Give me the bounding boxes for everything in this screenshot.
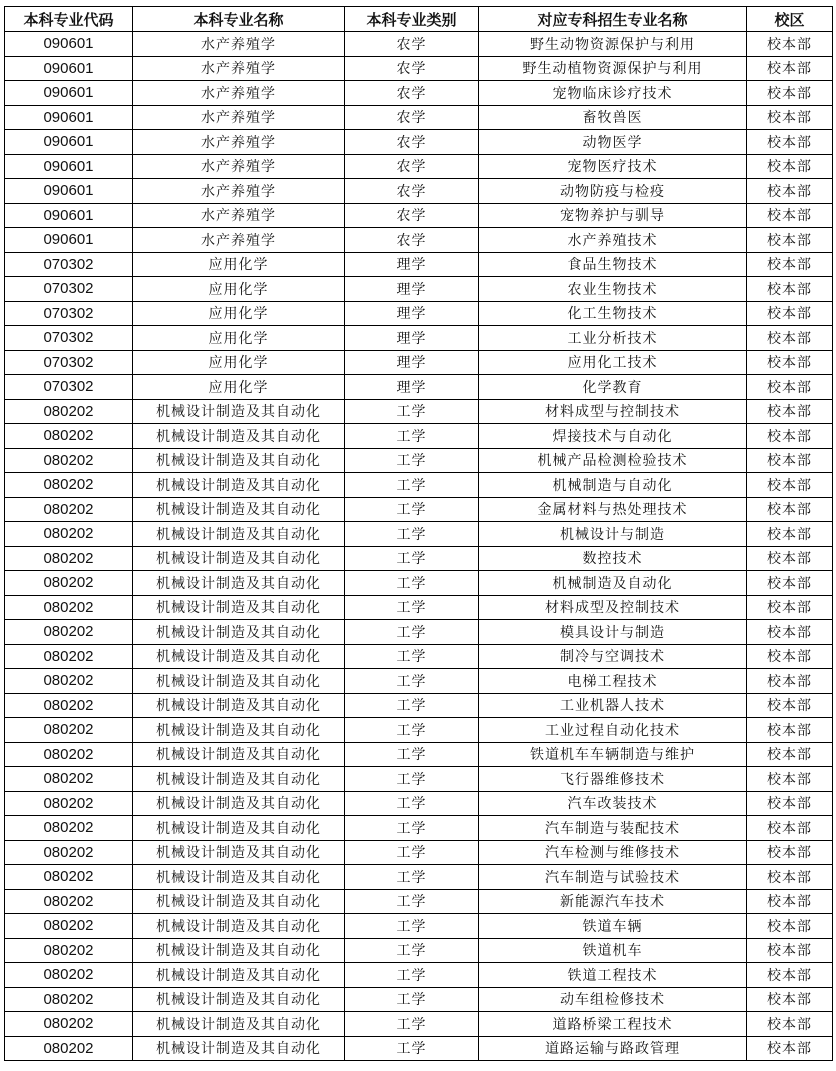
cell-major-name: 应用化学 — [133, 277, 345, 302]
cell-campus: 校本部 — [747, 693, 833, 718]
cell-category: 理学 — [345, 277, 479, 302]
table-row — [5, 865, 833, 890]
cell-campus: 校本部 — [747, 228, 833, 253]
header-undergrad-code: 本科专业代码 — [5, 7, 133, 32]
cell-major-name: 应用化学 — [133, 326, 345, 351]
cell-category: 工学 — [345, 963, 479, 988]
cell-major-name: 水产养殖学 — [133, 130, 345, 155]
cell-campus: 校本部 — [747, 375, 833, 400]
cell-junior-major: 金属材料与热处理技术 — [479, 497, 747, 522]
table-row — [5, 203, 833, 228]
cell-code: 080202 — [5, 840, 133, 865]
cell-code: 080202 — [5, 963, 133, 988]
table-row — [5, 889, 833, 914]
cell-category: 理学 — [345, 326, 479, 351]
cell-campus: 校本部 — [747, 718, 833, 743]
header-campus: 校区 — [747, 7, 833, 32]
cell-junior-major: 工业机器人技术 — [479, 693, 747, 718]
cell-category: 工学 — [345, 669, 479, 694]
cell-category: 工学 — [345, 473, 479, 498]
cell-category: 工学 — [345, 840, 479, 865]
cell-junior-major: 汽车检测与维修技术 — [479, 840, 747, 865]
header-undergrad-category: 本科专业类别 — [345, 7, 479, 32]
cell-code: 080202 — [5, 1012, 133, 1037]
cell-code: 080202 — [5, 987, 133, 1012]
table-body — [5, 32, 833, 1061]
cell-major-name: 机械设计制造及其自动化 — [133, 497, 345, 522]
cell-campus: 校本部 — [747, 56, 833, 81]
cell-major-name: 机械设计制造及其自动化 — [133, 595, 345, 620]
cell-category: 工学 — [345, 497, 479, 522]
cell-major-name: 机械设计制造及其自动化 — [133, 424, 345, 449]
cell-code: 080202 — [5, 669, 133, 694]
cell-junior-major: 制冷与空调技术 — [479, 644, 747, 669]
cell-campus: 校本部 — [747, 644, 833, 669]
cell-junior-major: 工业过程自动化技术 — [479, 718, 747, 743]
cell-major-name: 水产养殖学 — [133, 203, 345, 228]
cell-junior-major: 焊接技术与自动化 — [479, 424, 747, 449]
cell-junior-major: 铁道工程技术 — [479, 963, 747, 988]
cell-major-name: 机械设计制造及其自动化 — [133, 938, 345, 963]
table-row — [5, 56, 833, 81]
cell-category: 理学 — [345, 375, 479, 400]
cell-junior-major: 机械产品检测检验技术 — [479, 448, 747, 473]
cell-campus: 校本部 — [747, 865, 833, 890]
cell-major-name: 机械设计制造及其自动化 — [133, 816, 345, 841]
cell-code: 070302 — [5, 350, 133, 375]
table-row — [5, 32, 833, 57]
cell-category: 理学 — [345, 252, 479, 277]
cell-campus: 校本部 — [747, 424, 833, 449]
cell-category: 农学 — [345, 154, 479, 179]
cell-junior-major: 铁道车辆 — [479, 914, 747, 939]
table-row — [5, 252, 833, 277]
cell-category: 理学 — [345, 350, 479, 375]
cell-major-name: 机械设计制造及其自动化 — [133, 399, 345, 424]
cell-code: 090601 — [5, 105, 133, 130]
cell-category: 工学 — [345, 546, 479, 571]
table-row — [5, 595, 833, 620]
cell-major-name: 机械设计制造及其自动化 — [133, 987, 345, 1012]
cell-campus: 校本部 — [747, 1012, 833, 1037]
cell-code: 090601 — [5, 179, 133, 204]
cell-major-name: 机械设计制造及其自动化 — [133, 840, 345, 865]
table-row — [5, 816, 833, 841]
cell-code: 080202 — [5, 620, 133, 645]
cell-code: 090601 — [5, 32, 133, 57]
cell-campus: 校本部 — [747, 473, 833, 498]
cell-category: 工学 — [345, 987, 479, 1012]
cell-junior-major: 材料成型与控制技术 — [479, 399, 747, 424]
cell-major-name: 水产养殖学 — [133, 32, 345, 57]
cell-major-name: 机械设计制造及其自动化 — [133, 767, 345, 792]
cell-campus: 校本部 — [747, 595, 833, 620]
cell-campus: 校本部 — [747, 252, 833, 277]
cell-campus: 校本部 — [747, 301, 833, 326]
cell-category: 农学 — [345, 130, 479, 155]
table-row — [5, 1036, 833, 1061]
cell-major-name: 水产养殖学 — [133, 228, 345, 253]
table-row — [5, 301, 833, 326]
cell-campus: 校本部 — [747, 154, 833, 179]
cell-campus: 校本部 — [747, 669, 833, 694]
cell-code: 080202 — [5, 816, 133, 841]
cell-major-name: 机械设计制造及其自动化 — [133, 473, 345, 498]
cell-code: 080202 — [5, 522, 133, 547]
cell-junior-major: 汽车改装技术 — [479, 791, 747, 816]
table-row — [5, 938, 833, 963]
table-row — [5, 620, 833, 645]
cell-junior-major: 野生动物资源保护与利用 — [479, 32, 747, 57]
cell-campus: 校本部 — [747, 399, 833, 424]
table-row — [5, 669, 833, 694]
cell-category: 工学 — [345, 693, 479, 718]
cell-campus: 校本部 — [747, 81, 833, 106]
cell-campus: 校本部 — [747, 889, 833, 914]
cell-major-name: 机械设计制造及其自动化 — [133, 669, 345, 694]
cell-category: 工学 — [345, 1036, 479, 1061]
table-row — [5, 963, 833, 988]
cell-category: 工学 — [345, 571, 479, 596]
cell-category: 工学 — [345, 620, 479, 645]
header-row — [5, 7, 833, 32]
table-row — [5, 644, 833, 669]
cell-category: 工学 — [345, 889, 479, 914]
table-row — [5, 228, 833, 253]
cell-code: 080202 — [5, 742, 133, 767]
cell-category: 农学 — [345, 105, 479, 130]
cell-campus: 校本部 — [747, 277, 833, 302]
cell-major-name: 机械设计制造及其自动化 — [133, 448, 345, 473]
table-header — [5, 7, 833, 32]
cell-category: 工学 — [345, 644, 479, 669]
cell-junior-major: 电梯工程技术 — [479, 669, 747, 694]
cell-category: 工学 — [345, 399, 479, 424]
cell-campus: 校本部 — [747, 326, 833, 351]
cell-category: 工学 — [345, 767, 479, 792]
cell-code: 090601 — [5, 81, 133, 106]
cell-code: 080202 — [5, 693, 133, 718]
cell-major-name: 机械设计制造及其自动化 — [133, 1012, 345, 1037]
table-row — [5, 375, 833, 400]
table-row — [5, 742, 833, 767]
cell-junior-major: 汽车制造与装配技术 — [479, 816, 747, 841]
cell-category: 农学 — [345, 56, 479, 81]
cell-junior-major: 野生动植物资源保护与利用 — [479, 56, 747, 81]
table-row — [5, 522, 833, 547]
table-row — [5, 791, 833, 816]
cell-major-name: 水产养殖学 — [133, 56, 345, 81]
table-row — [5, 399, 833, 424]
cell-junior-major: 应用化工技术 — [479, 350, 747, 375]
cell-major-name: 水产养殖学 — [133, 179, 345, 204]
cell-code: 080202 — [5, 448, 133, 473]
cell-category: 工学 — [345, 448, 479, 473]
cell-campus: 校本部 — [747, 546, 833, 571]
cell-category: 工学 — [345, 742, 479, 767]
cell-category: 农学 — [345, 203, 479, 228]
cell-code: 080202 — [5, 938, 133, 963]
cell-code: 070302 — [5, 252, 133, 277]
cell-junior-major: 动物医学 — [479, 130, 747, 155]
cell-campus: 校本部 — [747, 105, 833, 130]
cell-category: 工学 — [345, 718, 479, 743]
table-row — [5, 546, 833, 571]
cell-junior-major: 化工生物技术 — [479, 301, 747, 326]
cell-code: 090601 — [5, 56, 133, 81]
cell-junior-major: 宠物临床诊疗技术 — [479, 81, 747, 106]
cell-code: 070302 — [5, 277, 133, 302]
cell-campus: 校本部 — [747, 203, 833, 228]
cell-major-name: 机械设计制造及其自动化 — [133, 791, 345, 816]
cell-junior-major: 道路运输与路政管理 — [479, 1036, 747, 1061]
cell-code: 080202 — [5, 767, 133, 792]
table-row — [5, 914, 833, 939]
cell-code: 080202 — [5, 595, 133, 620]
major-mapping-table — [4, 6, 833, 1061]
cell-major-name: 应用化学 — [133, 301, 345, 326]
cell-campus: 校本部 — [747, 571, 833, 596]
cell-campus: 校本部 — [747, 179, 833, 204]
table-row — [5, 105, 833, 130]
cell-junior-major: 化学教育 — [479, 375, 747, 400]
cell-code: 080202 — [5, 497, 133, 522]
cell-campus: 校本部 — [747, 497, 833, 522]
cell-major-name: 水产养殖学 — [133, 81, 345, 106]
cell-campus: 校本部 — [747, 987, 833, 1012]
cell-code: 080202 — [5, 718, 133, 743]
cell-category: 工学 — [345, 424, 479, 449]
cell-junior-major: 飞行器维修技术 — [479, 767, 747, 792]
cell-campus: 校本部 — [747, 448, 833, 473]
cell-major-name: 机械设计制造及其自动化 — [133, 522, 345, 547]
cell-junior-major: 数控技术 — [479, 546, 747, 571]
table-row — [5, 497, 833, 522]
cell-campus: 校本部 — [747, 32, 833, 57]
cell-category: 农学 — [345, 179, 479, 204]
cell-code: 090601 — [5, 203, 133, 228]
cell-junior-major: 农业生物技术 — [479, 277, 747, 302]
cell-code: 080202 — [5, 791, 133, 816]
cell-code: 080202 — [5, 399, 133, 424]
cell-junior-major: 材料成型及控制技术 — [479, 595, 747, 620]
cell-code: 070302 — [5, 326, 133, 351]
cell-junior-major: 畜牧兽医 — [479, 105, 747, 130]
cell-code: 080202 — [5, 473, 133, 498]
cell-campus: 校本部 — [747, 620, 833, 645]
cell-code: 080202 — [5, 644, 133, 669]
table-row — [5, 81, 833, 106]
table-row — [5, 277, 833, 302]
cell-junior-major: 宠物医疗技术 — [479, 154, 747, 179]
cell-category: 工学 — [345, 791, 479, 816]
cell-campus: 校本部 — [747, 767, 833, 792]
cell-code: 080202 — [5, 546, 133, 571]
cell-junior-major: 动物防疫与检疫 — [479, 179, 747, 204]
cell-campus: 校本部 — [747, 816, 833, 841]
cell-category: 工学 — [345, 865, 479, 890]
cell-code: 080202 — [5, 865, 133, 890]
cell-junior-major: 机械设计与制造 — [479, 522, 747, 547]
table-row — [5, 767, 833, 792]
cell-code: 080202 — [5, 571, 133, 596]
table-row — [5, 179, 833, 204]
cell-junior-major: 食品生物技术 — [479, 252, 747, 277]
table-row — [5, 473, 833, 498]
cell-code: 080202 — [5, 914, 133, 939]
cell-code: 080202 — [5, 889, 133, 914]
cell-major-name: 水产养殖学 — [133, 154, 345, 179]
table-row — [5, 424, 833, 449]
cell-campus: 校本部 — [747, 840, 833, 865]
cell-major-name: 机械设计制造及其自动化 — [133, 914, 345, 939]
cell-category: 农学 — [345, 32, 479, 57]
cell-major-name: 机械设计制造及其自动化 — [133, 963, 345, 988]
table-row — [5, 840, 833, 865]
cell-junior-major: 汽车制造与试验技术 — [479, 865, 747, 890]
cell-category: 工学 — [345, 522, 479, 547]
cell-junior-major: 模具设计与制造 — [479, 620, 747, 645]
cell-major-name: 机械设计制造及其自动化 — [133, 865, 345, 890]
cell-junior-major: 道路桥梁工程技术 — [479, 1012, 747, 1037]
cell-major-name: 机械设计制造及其自动化 — [133, 571, 345, 596]
cell-junior-major: 工业分析技术 — [479, 326, 747, 351]
table-row — [5, 1012, 833, 1037]
cell-major-name: 机械设计制造及其自动化 — [133, 620, 345, 645]
cell-junior-major: 铁道机车车辆制造与维护 — [479, 742, 747, 767]
cell-category: 工学 — [345, 938, 479, 963]
cell-major-name: 机械设计制造及其自动化 — [133, 644, 345, 669]
cell-major-name: 机械设计制造及其自动化 — [133, 693, 345, 718]
cell-category: 工学 — [345, 1012, 479, 1037]
cell-category: 农学 — [345, 81, 479, 106]
cell-code: 090601 — [5, 154, 133, 179]
table-row — [5, 448, 833, 473]
table-row — [5, 693, 833, 718]
cell-junior-major: 铁道机车 — [479, 938, 747, 963]
cell-major-name: 机械设计制造及其自动化 — [133, 718, 345, 743]
cell-junior-major: 宠物养护与驯导 — [479, 203, 747, 228]
header-junior-major-name: 对应专科招生专业名称 — [479, 7, 747, 32]
cell-code: 090601 — [5, 228, 133, 253]
cell-campus: 校本部 — [747, 1036, 833, 1061]
cell-campus: 校本部 — [747, 350, 833, 375]
cell-major-name: 应用化学 — [133, 252, 345, 277]
cell-major-name: 机械设计制造及其自动化 — [133, 1036, 345, 1061]
table-row — [5, 130, 833, 155]
cell-campus: 校本部 — [747, 963, 833, 988]
table-row — [5, 718, 833, 743]
cell-junior-major: 新能源汽车技术 — [479, 889, 747, 914]
table-row — [5, 350, 833, 375]
header-undergrad-name: 本科专业名称 — [133, 7, 345, 32]
cell-campus: 校本部 — [747, 522, 833, 547]
cell-junior-major: 机械制造及自动化 — [479, 571, 747, 596]
cell-code: 080202 — [5, 424, 133, 449]
cell-major-name: 应用化学 — [133, 375, 345, 400]
cell-category: 理学 — [345, 301, 479, 326]
cell-campus: 校本部 — [747, 938, 833, 963]
cell-category: 工学 — [345, 816, 479, 841]
table-row — [5, 987, 833, 1012]
cell-category: 工学 — [345, 914, 479, 939]
cell-junior-major: 机械制造与自动化 — [479, 473, 747, 498]
cell-campus: 校本部 — [747, 130, 833, 155]
cell-code: 070302 — [5, 375, 133, 400]
cell-campus: 校本部 — [747, 791, 833, 816]
cell-junior-major: 动车组检修技术 — [479, 987, 747, 1012]
cell-code: 090601 — [5, 130, 133, 155]
cell-major-name: 水产养殖学 — [133, 105, 345, 130]
cell-major-name: 机械设计制造及其自动化 — [133, 889, 345, 914]
cell-category: 农学 — [345, 228, 479, 253]
table-row — [5, 571, 833, 596]
cell-major-name: 应用化学 — [133, 350, 345, 375]
cell-campus: 校本部 — [747, 914, 833, 939]
cell-code: 080202 — [5, 1036, 133, 1061]
cell-junior-major: 水产养殖技术 — [479, 228, 747, 253]
cell-campus: 校本部 — [747, 742, 833, 767]
table-row — [5, 326, 833, 351]
cell-category: 工学 — [345, 595, 479, 620]
cell-major-name: 机械设计制造及其自动化 — [133, 742, 345, 767]
table-row — [5, 154, 833, 179]
cell-code: 070302 — [5, 301, 133, 326]
cell-major-name: 机械设计制造及其自动化 — [133, 546, 345, 571]
